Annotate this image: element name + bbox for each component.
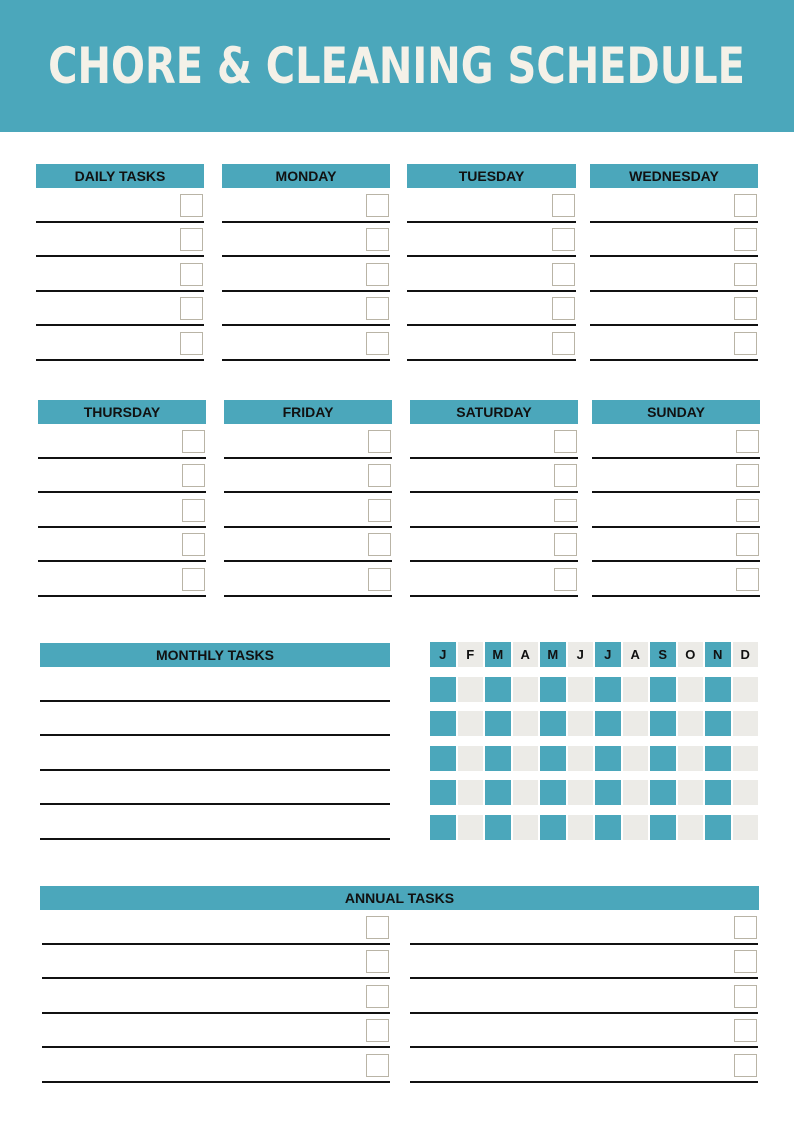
month-tracker-cell[interactable] bbox=[458, 677, 484, 702]
month-tracker-cell[interactable] bbox=[678, 677, 704, 702]
task-checkbox[interactable] bbox=[366, 228, 389, 251]
task-row[interactable] bbox=[592, 562, 760, 597]
task-row[interactable] bbox=[224, 459, 392, 494]
month-label: A bbox=[623, 642, 649, 667]
month-tracker-cell[interactable] bbox=[568, 746, 594, 771]
tuesday-header: TUESDAY bbox=[407, 164, 576, 188]
monthly-task-line[interactable] bbox=[40, 805, 390, 840]
month-tracker-cell[interactable] bbox=[650, 711, 676, 736]
month-tracker-cell[interactable] bbox=[513, 815, 539, 840]
monday-header: MONDAY bbox=[222, 164, 390, 188]
month-tracker-cell[interactable] bbox=[485, 746, 511, 771]
month-tracker-cell[interactable] bbox=[705, 780, 731, 805]
month-tracker-cell[interactable] bbox=[733, 815, 759, 840]
task-row[interactable] bbox=[407, 223, 576, 258]
month-tracker-cell[interactable] bbox=[540, 780, 566, 805]
tuesday-rows bbox=[407, 188, 576, 361]
task-checkbox[interactable] bbox=[368, 499, 391, 522]
month-label: D bbox=[733, 642, 759, 667]
month-label: J bbox=[430, 642, 456, 667]
task-checkbox[interactable] bbox=[182, 533, 205, 556]
month-tracker-cell[interactable] bbox=[678, 711, 704, 736]
task-row[interactable] bbox=[590, 188, 758, 223]
tuesday-block bbox=[407, 164, 576, 361]
task-row[interactable] bbox=[42, 1014, 390, 1049]
task-checkbox[interactable] bbox=[552, 228, 575, 251]
task-checkbox[interactable] bbox=[182, 568, 205, 591]
task-checkbox[interactable] bbox=[736, 464, 759, 487]
task-row[interactable] bbox=[38, 424, 206, 459]
task-row[interactable] bbox=[222, 223, 390, 258]
task-checkbox[interactable] bbox=[734, 194, 757, 217]
task-row[interactable] bbox=[410, 493, 578, 528]
task-row[interactable] bbox=[410, 562, 578, 597]
task-checkbox[interactable] bbox=[554, 430, 577, 453]
month-tracker-grid bbox=[430, 642, 760, 840]
month-label: F bbox=[458, 642, 484, 667]
month-tracker-cell[interactable] bbox=[733, 677, 759, 702]
task-row[interactable] bbox=[36, 292, 204, 327]
month-tracker-cell[interactable] bbox=[458, 780, 484, 805]
task-row[interactable] bbox=[590, 292, 758, 327]
task-checkbox[interactable] bbox=[552, 332, 575, 355]
annual-left-rows bbox=[42, 910, 390, 1083]
month-tracker-cell[interactable] bbox=[513, 746, 539, 771]
task-checkbox[interactable] bbox=[182, 499, 205, 522]
task-checkbox[interactable] bbox=[366, 1019, 389, 1042]
task-row[interactable] bbox=[38, 459, 206, 494]
task-row[interactable] bbox=[410, 459, 578, 494]
month-tracker-cell[interactable] bbox=[458, 815, 484, 840]
monthly-tasks-header: MONTHLY TASKS bbox=[40, 643, 390, 667]
month-tracker-cell[interactable] bbox=[595, 711, 621, 736]
task-checkbox[interactable] bbox=[180, 228, 203, 251]
month-tracker-cell[interactable] bbox=[485, 677, 511, 702]
task-row[interactable] bbox=[224, 424, 392, 459]
task-checkbox[interactable] bbox=[734, 1019, 757, 1042]
month-tracker-cell[interactable] bbox=[623, 780, 649, 805]
task-row[interactable] bbox=[42, 910, 390, 945]
month-tracker-cell[interactable] bbox=[595, 746, 621, 771]
friday-header: FRIDAY bbox=[224, 400, 392, 424]
task-checkbox[interactable] bbox=[180, 263, 203, 286]
monday-rows bbox=[222, 188, 390, 361]
task-checkbox[interactable] bbox=[554, 568, 577, 591]
month-tracker-cell[interactable] bbox=[705, 746, 731, 771]
task-row[interactable] bbox=[222, 257, 390, 292]
task-checkbox[interactable] bbox=[368, 464, 391, 487]
month-tracker-cell[interactable] bbox=[513, 780, 539, 805]
sunday-block bbox=[592, 400, 760, 597]
month-tracker-cell[interactable] bbox=[540, 677, 566, 702]
task-row[interactable] bbox=[222, 188, 390, 223]
thursday-block bbox=[38, 400, 206, 597]
task-checkbox[interactable] bbox=[366, 332, 389, 355]
task-checkbox[interactable] bbox=[368, 533, 391, 556]
task-row[interactable] bbox=[407, 326, 576, 361]
month-tracker-cell[interactable] bbox=[650, 746, 676, 771]
task-checkbox[interactable] bbox=[368, 568, 391, 591]
wednesday-block bbox=[590, 164, 758, 361]
task-checkbox[interactable] bbox=[552, 194, 575, 217]
month-tracker-cell[interactable] bbox=[623, 815, 649, 840]
daily-tasks-rows bbox=[36, 188, 204, 361]
month-tracker-cell[interactable] bbox=[733, 780, 759, 805]
task-row[interactable] bbox=[36, 257, 204, 292]
monthly-task-line[interactable] bbox=[40, 667, 390, 702]
task-checkbox[interactable] bbox=[734, 985, 757, 1008]
month-tracker-cell[interactable] bbox=[595, 815, 621, 840]
sunday-header: SUNDAY bbox=[592, 400, 760, 424]
task-row[interactable] bbox=[592, 528, 760, 563]
task-row[interactable] bbox=[407, 257, 576, 292]
annual-tasks-right-column bbox=[410, 910, 758, 1083]
month-label: M bbox=[485, 642, 511, 667]
task-row[interactable] bbox=[38, 493, 206, 528]
task-checkbox[interactable] bbox=[552, 297, 575, 320]
task-row[interactable] bbox=[592, 424, 760, 459]
task-checkbox[interactable] bbox=[734, 1054, 757, 1077]
task-checkbox[interactable] bbox=[366, 985, 389, 1008]
task-checkbox[interactable] bbox=[736, 568, 759, 591]
month-tracker-cell[interactable] bbox=[430, 711, 456, 736]
task-row[interactable] bbox=[590, 257, 758, 292]
month-tracker-cell[interactable] bbox=[430, 780, 456, 805]
task-checkbox[interactable] bbox=[736, 499, 759, 522]
month-label: J bbox=[568, 642, 594, 667]
task-row[interactable] bbox=[410, 979, 758, 1014]
month-tracker-cell[interactable] bbox=[568, 711, 594, 736]
task-checkbox[interactable] bbox=[368, 430, 391, 453]
month-tracker-cell[interactable] bbox=[485, 815, 511, 840]
month-label: N bbox=[705, 642, 731, 667]
task-checkbox[interactable] bbox=[366, 194, 389, 217]
annual-tasks-block bbox=[40, 886, 759, 910]
month-label: A bbox=[513, 642, 539, 667]
task-checkbox[interactable] bbox=[734, 297, 757, 320]
monthly-tasks-block bbox=[40, 643, 390, 840]
task-checkbox[interactable] bbox=[734, 228, 757, 251]
saturday-header: SATURDAY bbox=[410, 400, 578, 424]
annual-tasks-left-column bbox=[42, 910, 390, 1083]
task-checkbox[interactable] bbox=[736, 430, 759, 453]
month-tracker-cell[interactable] bbox=[650, 780, 676, 805]
month-tracker-cell[interactable] bbox=[623, 677, 649, 702]
month-tracker-cell[interactable] bbox=[458, 711, 484, 736]
task-row[interactable] bbox=[38, 528, 206, 563]
month-tracker-cell[interactable] bbox=[430, 815, 456, 840]
month-tracker-cell[interactable] bbox=[430, 677, 456, 702]
month-tracker-cell[interactable] bbox=[705, 815, 731, 840]
monthly-task-line[interactable] bbox=[40, 771, 390, 806]
month-tracker-cell[interactable] bbox=[513, 677, 539, 702]
task-row[interactable] bbox=[36, 326, 204, 361]
task-row[interactable] bbox=[590, 223, 758, 258]
task-checkbox[interactable] bbox=[180, 194, 203, 217]
thursday-header: THURSDAY bbox=[38, 400, 206, 424]
monday-block bbox=[222, 164, 390, 361]
month-tracker-cell[interactable] bbox=[595, 677, 621, 702]
month-tracker-cell[interactable] bbox=[678, 815, 704, 840]
month-tracker-cell[interactable] bbox=[568, 780, 594, 805]
task-row[interactable] bbox=[224, 562, 392, 597]
task-checkbox[interactable] bbox=[366, 297, 389, 320]
task-checkbox[interactable] bbox=[180, 297, 203, 320]
month-tracker-cell[interactable] bbox=[705, 711, 731, 736]
task-checkbox[interactable] bbox=[554, 533, 577, 556]
task-row[interactable] bbox=[410, 1014, 758, 1049]
annual-tasks-header: ANNUAL TASKS bbox=[40, 886, 759, 910]
saturday-block bbox=[410, 400, 578, 597]
task-checkbox[interactable] bbox=[366, 916, 389, 939]
task-row[interactable] bbox=[407, 292, 576, 327]
sunday-rows bbox=[592, 424, 760, 597]
task-checkbox[interactable] bbox=[734, 332, 757, 355]
task-checkbox[interactable] bbox=[554, 464, 577, 487]
month-tracker-cell[interactable] bbox=[568, 815, 594, 840]
task-row[interactable] bbox=[36, 223, 204, 258]
month-label: O bbox=[678, 642, 704, 667]
task-row[interactable] bbox=[222, 326, 390, 361]
month-tracker-cell[interactable] bbox=[513, 711, 539, 736]
page-title: CHORE & CLEANING SCHEDULE bbox=[48, 37, 746, 95]
task-checkbox[interactable] bbox=[366, 1054, 389, 1077]
task-row[interactable] bbox=[38, 562, 206, 597]
task-checkbox[interactable] bbox=[736, 533, 759, 556]
thursday-rows bbox=[38, 424, 206, 597]
task-row[interactable] bbox=[224, 528, 392, 563]
month-label: J bbox=[595, 642, 621, 667]
wednesday-header: WEDNESDAY bbox=[590, 164, 758, 188]
task-row[interactable] bbox=[42, 1048, 390, 1083]
month-tracker-cell[interactable] bbox=[650, 815, 676, 840]
month-tracker-cell[interactable] bbox=[623, 746, 649, 771]
task-row[interactable] bbox=[592, 493, 760, 528]
task-row[interactable] bbox=[592, 459, 760, 494]
month-tracker-cell[interactable] bbox=[678, 780, 704, 805]
task-row[interactable] bbox=[410, 1048, 758, 1083]
task-checkbox[interactable] bbox=[366, 950, 389, 973]
title-banner bbox=[0, 0, 794, 132]
task-checkbox[interactable] bbox=[182, 430, 205, 453]
monthly-task-line[interactable] bbox=[40, 736, 390, 771]
task-row[interactable] bbox=[590, 326, 758, 361]
task-row[interactable] bbox=[410, 528, 578, 563]
month-tracker-cell[interactable] bbox=[485, 711, 511, 736]
monthly-task-line[interactable] bbox=[40, 702, 390, 737]
month-tracker-cell[interactable] bbox=[678, 746, 704, 771]
friday-block bbox=[224, 400, 392, 597]
task-checkbox[interactable] bbox=[734, 916, 757, 939]
month-label: M bbox=[540, 642, 566, 667]
task-row[interactable] bbox=[410, 424, 578, 459]
month-label: S bbox=[650, 642, 676, 667]
monthly-tasks-lines bbox=[40, 667, 390, 840]
task-checkbox[interactable] bbox=[554, 499, 577, 522]
task-checkbox[interactable] bbox=[734, 950, 757, 973]
wednesday-rows bbox=[590, 188, 758, 361]
month-tracker-cell[interactable] bbox=[458, 746, 484, 771]
task-row[interactable] bbox=[222, 292, 390, 327]
task-checkbox[interactable] bbox=[552, 263, 575, 286]
task-checkbox[interactable] bbox=[734, 263, 757, 286]
task-row[interactable] bbox=[42, 945, 390, 980]
daily-tasks-block bbox=[36, 164, 204, 361]
daily-tasks-header: DAILY TASKS bbox=[36, 164, 204, 188]
month-tracker-cell[interactable] bbox=[568, 677, 594, 702]
month-tracker-cell[interactable] bbox=[485, 780, 511, 805]
month-tracker-cell[interactable] bbox=[540, 815, 566, 840]
month-tracker-cell[interactable] bbox=[623, 711, 649, 736]
task-row[interactable] bbox=[42, 979, 390, 1014]
month-tracker-cell[interactable] bbox=[595, 780, 621, 805]
annual-right-rows bbox=[410, 910, 758, 1083]
saturday-rows bbox=[410, 424, 578, 597]
task-row[interactable] bbox=[36, 188, 204, 223]
task-checkbox[interactable] bbox=[366, 263, 389, 286]
month-tracker-cell[interactable] bbox=[540, 711, 566, 736]
month-tracker-cell[interactable] bbox=[733, 711, 759, 736]
task-checkbox[interactable] bbox=[182, 464, 205, 487]
month-tracker-cell[interactable] bbox=[733, 746, 759, 771]
month-tracker-cell[interactable] bbox=[705, 677, 731, 702]
task-checkbox[interactable] bbox=[180, 332, 203, 355]
month-tracker-cell[interactable] bbox=[540, 746, 566, 771]
month-tracker-cell[interactable] bbox=[430, 746, 456, 771]
friday-rows bbox=[224, 424, 392, 597]
task-row[interactable] bbox=[410, 910, 758, 945]
task-row[interactable] bbox=[410, 945, 758, 980]
month-tracker-cell[interactable] bbox=[650, 677, 676, 702]
task-row[interactable] bbox=[224, 493, 392, 528]
task-row[interactable] bbox=[407, 188, 576, 223]
